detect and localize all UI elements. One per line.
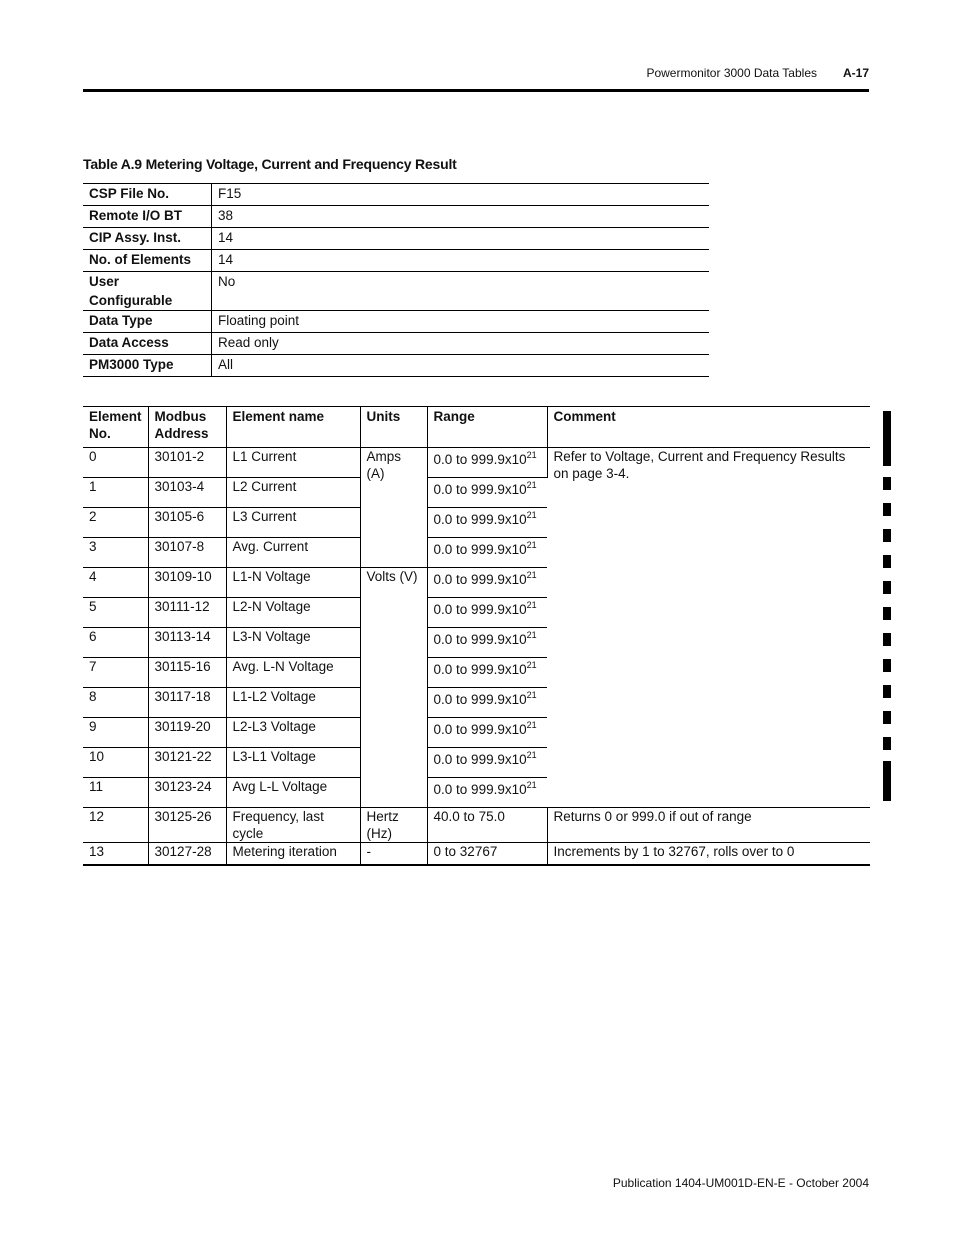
range-cell xyxy=(427,748,547,778)
summary-value: No xyxy=(212,272,710,311)
range-exponent: 21 xyxy=(526,510,537,520)
units-cell: - xyxy=(360,843,427,866)
range-base: 0.0 to 999.9x10 xyxy=(433,752,527,767)
element-name: Metering iteration xyxy=(226,843,360,866)
table-header-row xyxy=(83,407,870,448)
element-name: Avg. Current xyxy=(226,538,360,568)
range-exponent: 21 xyxy=(526,450,537,460)
modbus-address: 30103-4 xyxy=(148,478,226,508)
range-base: 0.0 to 999.9x10 xyxy=(433,452,527,467)
element-no: 5 xyxy=(83,598,148,628)
range-cell: 0 to 32767 xyxy=(427,843,547,866)
range-exponent: 21 xyxy=(526,600,537,610)
table-row xyxy=(83,448,870,478)
modbus-address: 30109-10 xyxy=(148,568,226,598)
range-base: 0.0 to 999.9x10 xyxy=(433,782,527,797)
range-base: 0.0 to 999.9x10 xyxy=(433,722,527,737)
element-no: 9 xyxy=(83,718,148,748)
summary-row xyxy=(83,311,709,333)
publication-footer: Publication 1404-UM001D-EN-E - October 2004 xyxy=(612,1176,869,1190)
range-exponent: 21 xyxy=(526,570,537,580)
units-cell: Amps (A) xyxy=(360,448,427,568)
element-name: L1-N Voltage xyxy=(226,568,360,598)
summary-value: 38 xyxy=(212,206,710,228)
units-cell: Volts (V) xyxy=(360,568,427,808)
element-name: L2-L3 Voltage xyxy=(226,718,360,748)
change-bar xyxy=(883,633,891,646)
change-bar xyxy=(883,685,891,698)
page-header xyxy=(83,66,869,83)
range-exponent: 21 xyxy=(526,690,537,700)
summary-value: F15 xyxy=(212,184,710,206)
range-cell xyxy=(427,688,547,718)
element-no: 8 xyxy=(83,688,148,718)
modbus-address: 30121-22 xyxy=(148,748,226,778)
element-no: 11 xyxy=(83,778,148,808)
range-base: 0.0 to 999.9x10 xyxy=(433,662,527,677)
range-base: 0.0 to 999.9x10 xyxy=(433,572,527,587)
col-range: Range xyxy=(427,407,547,448)
element-name: L2-N Voltage xyxy=(226,598,360,628)
range-base: 0.0 to 999.9x10 xyxy=(433,482,527,497)
range-exponent: 21 xyxy=(526,780,537,790)
range-exponent: 21 xyxy=(526,720,537,730)
range-cell xyxy=(427,448,547,478)
element-no: 0 xyxy=(83,448,148,478)
comment-cell: Refer to Voltage, Current and Frequency Results on page 3-4. xyxy=(547,448,870,808)
element-name: L3 Current xyxy=(226,508,360,538)
col-modbus-address: Modbus Address xyxy=(148,407,226,448)
element-name: L2 Current xyxy=(226,478,360,508)
change-bar xyxy=(883,581,891,594)
summary-value: All xyxy=(212,355,710,377)
summary-row xyxy=(83,250,709,272)
change-bar xyxy=(883,761,891,801)
units-cell: Hertz (Hz) xyxy=(360,808,427,843)
summary-row xyxy=(83,228,709,250)
element-no: 10 xyxy=(83,748,148,778)
element-no: 13 xyxy=(83,843,148,866)
range-cell xyxy=(427,568,547,598)
modbus-address: 30113-14 xyxy=(148,628,226,658)
change-bar xyxy=(883,529,891,542)
summary-key: No. of Elements xyxy=(83,250,212,272)
element-name: L3-N Voltage xyxy=(226,628,360,658)
summary-key: User Configurable xyxy=(83,272,212,311)
range-cell xyxy=(427,658,547,688)
comment-cell: Returns 0 or 999.0 if out of range xyxy=(547,808,870,843)
summary-row xyxy=(83,272,709,311)
range-cell xyxy=(427,478,547,508)
element-no: 6 xyxy=(83,628,148,658)
data-table xyxy=(83,406,870,866)
element-name: L1-L2 Voltage xyxy=(226,688,360,718)
modbus-address: 30117-18 xyxy=(148,688,226,718)
range-cell xyxy=(427,718,547,748)
table-caption: Table A.9 Metering Voltage, Current and Frequency Result xyxy=(83,156,457,172)
col-comment: Comment xyxy=(547,407,870,448)
range-base: 0.0 to 999.9x10 xyxy=(433,542,527,557)
modbus-address: 30127-28 xyxy=(148,843,226,866)
summary-row xyxy=(83,184,709,206)
change-bar xyxy=(883,477,891,490)
change-bar xyxy=(883,711,891,724)
summary-key: CSP File No. xyxy=(83,184,212,206)
change-bar xyxy=(883,555,891,568)
running-title: Powermonitor 3000 Data Tables xyxy=(646,66,817,80)
element-name: Avg. L-N Voltage xyxy=(226,658,360,688)
element-name: L3-L1 Voltage xyxy=(226,748,360,778)
range-cell xyxy=(427,508,547,538)
change-bar xyxy=(883,411,891,466)
header-rule xyxy=(83,89,869,92)
summary-key: PM3000 Type xyxy=(83,355,212,377)
range-cell xyxy=(427,778,547,808)
range-base: 0.0 to 999.9x10 xyxy=(433,602,527,617)
range-cell xyxy=(427,628,547,658)
summary-value: 14 xyxy=(212,228,710,250)
table-row xyxy=(83,808,870,843)
summary-key: Data Access xyxy=(83,333,212,355)
col-units: Units xyxy=(360,407,427,448)
summary-table xyxy=(83,183,709,377)
change-bar xyxy=(883,659,891,672)
change-bar xyxy=(883,607,891,620)
range-exponent: 21 xyxy=(526,540,537,550)
summary-row xyxy=(83,355,709,377)
element-name: L1 Current xyxy=(226,448,360,478)
range-exponent: 21 xyxy=(526,480,537,490)
element-no: 7 xyxy=(83,658,148,688)
summary-row xyxy=(83,333,709,355)
summary-key: Remote I/O BT xyxy=(83,206,212,228)
element-name: Frequency, last cycle xyxy=(226,808,360,843)
range-exponent: 21 xyxy=(526,630,537,640)
range-cell xyxy=(427,598,547,628)
table-row xyxy=(83,843,870,866)
range-cell: 40.0 to 75.0 xyxy=(427,808,547,843)
modbus-address: 30125-26 xyxy=(148,808,226,843)
summary-value: Floating point xyxy=(212,311,710,333)
range-base: 0.0 to 999.9x10 xyxy=(433,632,527,647)
range-exponent: 21 xyxy=(526,750,537,760)
change-bar xyxy=(883,503,891,516)
col-element-no: Element No. xyxy=(83,407,148,448)
summary-key: Data Type xyxy=(83,311,212,333)
modbus-address: 30107-8 xyxy=(148,538,226,568)
summary-key: CIP Assy. Inst. xyxy=(83,228,212,250)
modbus-address: 30115-16 xyxy=(148,658,226,688)
modbus-address: 30123-24 xyxy=(148,778,226,808)
element-name: Avg L-L Voltage xyxy=(226,778,360,808)
element-no: 4 xyxy=(83,568,148,598)
comment-cell: Increments by 1 to 32767, rolls over to 0 xyxy=(547,843,870,866)
modbus-address: 30119-20 xyxy=(148,718,226,748)
modbus-address: 30101-2 xyxy=(148,448,226,478)
col-element-name: Element name xyxy=(226,407,360,448)
element-no: 1 xyxy=(83,478,148,508)
change-bar xyxy=(883,737,891,750)
modbus-address: 30111-12 xyxy=(148,598,226,628)
summary-value: Read only xyxy=(212,333,710,355)
element-no: 12 xyxy=(83,808,148,843)
element-no: 3 xyxy=(83,538,148,568)
range-cell xyxy=(427,538,547,568)
modbus-address: 30105-6 xyxy=(148,508,226,538)
page-number: A-17 xyxy=(842,66,869,80)
range-base: 0.0 to 999.9x10 xyxy=(433,692,527,707)
summary-value: 14 xyxy=(212,250,710,272)
range-exponent: 21 xyxy=(526,660,537,670)
summary-row xyxy=(83,206,709,228)
range-base: 0.0 to 999.9x10 xyxy=(433,512,527,527)
element-no: 2 xyxy=(83,508,148,538)
